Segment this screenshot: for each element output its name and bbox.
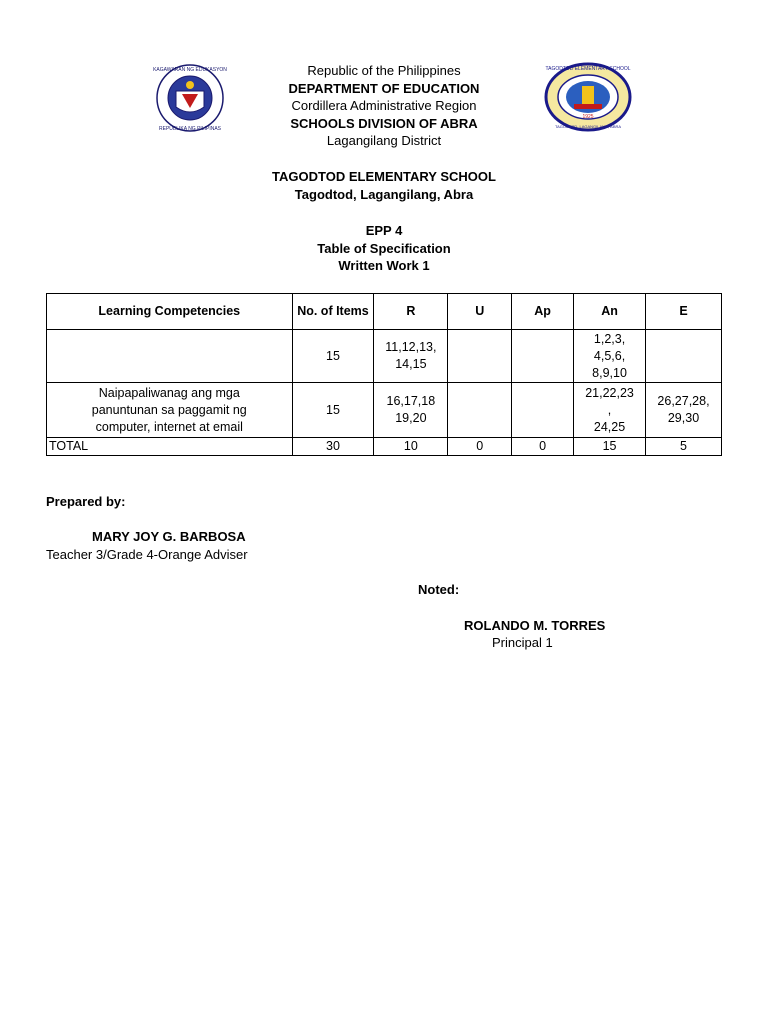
- row2-ap: [512, 383, 574, 438]
- school-address: Tagodtod, Lagangilang, Abra: [294, 186, 474, 202]
- header-an: An: [574, 294, 646, 330]
- letterhead: [234, 62, 534, 150]
- header-no-of-items: No. of Items: [292, 294, 374, 330]
- row1-competency: [47, 330, 293, 383]
- preparer-name: MARY JOY G. BARBOSA: [92, 529, 246, 544]
- school-seal-ring-text: TAGODTOD ELEMENTARY SCHOOL: [545, 66, 631, 72]
- row1-u: [448, 330, 512, 383]
- row2-competency: Naipapaliwanag ang mga panuntunan sa paggamit ng computer, internet at email: [47, 383, 293, 438]
- subject-title: EPP 4: [365, 223, 403, 238]
- table-header-row: [47, 294, 722, 330]
- header-e: E: [646, 294, 722, 330]
- row1-ap: [512, 330, 574, 383]
- header-ap: Ap: [512, 294, 574, 330]
- school-seal-bottom-text: TAGODTOD, LAGANGILANG, ABRA: [554, 124, 622, 129]
- noter-name: ROLANDO M. TORRES: [464, 618, 606, 633]
- total-u: 0: [448, 438, 512, 456]
- header-region: Cordillera Administrative Region: [291, 98, 477, 114]
- header-division: SCHOOLS DIVISION OF ABRA: [290, 115, 478, 131]
- row1-an: 1,2,3, 4,5,6, 8,9,10: [574, 330, 646, 383]
- header-district: Lagangilang District: [326, 133, 442, 149]
- row2-an: 21,22,23 , 24,25: [574, 383, 646, 438]
- document-subtitle: Written Work 1: [338, 258, 430, 274]
- header-department: DEPARTMENT OF EDUCATION: [288, 80, 480, 96]
- total-ap: 0: [512, 438, 574, 456]
- school-name: TAGODTOD ELEMENTARY SCHOOL: [272, 169, 496, 184]
- row1-e: [646, 330, 722, 383]
- noter-title: Principal 1: [492, 635, 553, 650]
- prepared-by-label: Prepared by:: [46, 494, 126, 509]
- document-title: Table of Specification: [317, 240, 451, 256]
- row2-e: 26,27,28, 29,30: [646, 383, 722, 438]
- row1-r: 11,12,13, 14,15: [374, 330, 448, 383]
- row1-items: 15: [292, 330, 374, 383]
- school-block: [234, 168, 534, 203]
- noted-label: Noted:: [418, 582, 460, 597]
- total-label: TOTAL: [47, 438, 293, 456]
- specification-table: [46, 293, 722, 456]
- header-u: U: [448, 294, 512, 330]
- row2-r: 16,17,18 19,20: [374, 383, 448, 438]
- school-seal-icon: [544, 62, 632, 132]
- school-seal-year: 1925: [582, 114, 594, 120]
- header-republic: Republic of the Philippines: [307, 63, 461, 78]
- row2-u: [448, 383, 512, 438]
- deped-seal-bottom-text: REPUBLIKA NG PILIPINAS: [159, 126, 221, 132]
- preparer-title: Teacher 3/Grade 4-Orange Adviser: [46, 547, 248, 562]
- total-an: 15: [574, 438, 646, 456]
- table-total-row: [47, 438, 722, 456]
- total-e: 5: [646, 438, 722, 456]
- row2-items: 15: [292, 383, 374, 438]
- header-learning-competencies: Learning Competencies: [47, 294, 293, 330]
- table-row: [47, 330, 722, 383]
- table-row: [47, 383, 722, 438]
- title-block: [234, 222, 534, 275]
- deped-seal-ring-text: KAGAWARAN NG EDUKASYON: [153, 67, 227, 73]
- header-r: R: [374, 294, 448, 330]
- total-r: 10: [374, 438, 448, 456]
- total-items: 30: [292, 438, 374, 456]
- deped-seal-icon: [146, 63, 234, 133]
